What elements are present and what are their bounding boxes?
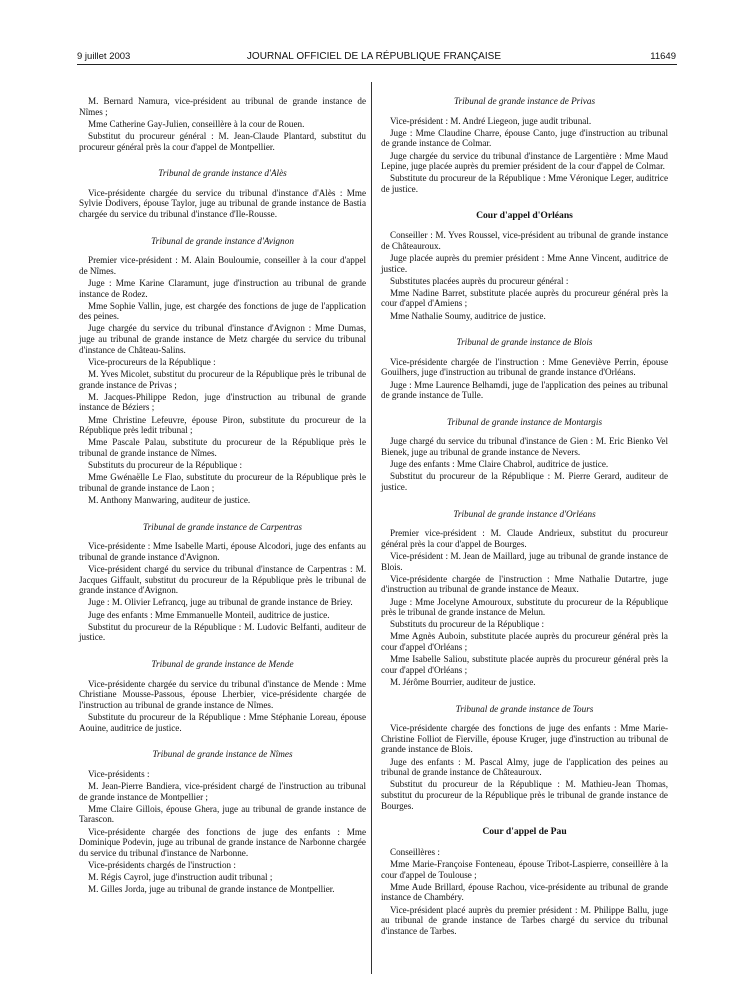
paragraph: Mme Gwénaëlle Le Flao, substitute du procureur de la République près le tribunal de grande instance de Laon ; bbox=[79, 472, 366, 493]
paragraph: Mme Nathalie Soumy, auditrice de justice. bbox=[390, 310, 546, 321]
paragraph: Mme Sophie Vallin, juge, est chargée des fonctions de juge de l'application des peines. bbox=[79, 300, 366, 322]
paragraph: Premier vice-président : M. Alain Bouloumie, conseiller à la cour d'appel de Nîmes. bbox=[79, 255, 366, 276]
paragraph: Vice-procureurs de la République : bbox=[88, 356, 216, 367]
paragraph: Mme Pascale Palau, substitute du procureur de la République près le tribunal de grande instance de Nîmes. bbox=[79, 437, 366, 458]
paragraph: Vice-président : M. Jean de Maillard, juge au tribunal de grande instance de Blois. bbox=[381, 550, 668, 572]
section-heading: Tribunal de grande instance de Montargis bbox=[446, 416, 603, 427]
section-heading: Tribunal de grande instance de Tours bbox=[455, 703, 594, 714]
paragraph: Premier vice-président : M. Claude Andrieux, substitut du procureur général près la cour d'appel de Bourges. bbox=[381, 528, 668, 549]
paragraph: M. Régis Cayrol, juge d'instruction audit tribunal ; bbox=[88, 872, 273, 883]
paragraph: Juge : Mme Claudine Charre, épouse Canto, juge d'instruction au tribunal de grande instance de Colmar. bbox=[381, 127, 668, 149]
section-heading: Tribunal de grande instance d'Orléans bbox=[453, 508, 596, 519]
paragraph: M. Yves Micolet, substitut du procureur de la République près le tribunal de grande instance de Privas ; bbox=[79, 369, 366, 390]
paragraph: Mme Isabelle Saliou, substitute placée auprès du procureur général près la cour d'appel d'Orléans ; bbox=[381, 654, 668, 675]
paragraph: Vice-président : M. André Liegeon, juge audit tribunal. bbox=[390, 115, 592, 126]
paragraph: Mme Marie-Françoise Fonteneau, épouse Tribot-Laspierre, conseillère à la cour d'appel de Toulouse ; bbox=[381, 858, 668, 880]
column-divider bbox=[371, 82, 372, 974]
section-tribunal-de-grande-instance-de-montargis bbox=[381, 417, 668, 493]
paragraph: Conseillères : bbox=[390, 846, 440, 857]
paragraph: Substitut du procureur de la République : M. Ludovic Belfanti, auditeur de justice. bbox=[79, 621, 366, 643]
paragraph: Mme Christine Lefeuvre, épouse Piron, substitute du procureur de la République près ledit tribunal ; bbox=[79, 414, 366, 436]
paragraph: Juge des enfants : Mme Emmanuelle Monteil, auditrice de justice. bbox=[88, 609, 330, 620]
paragraph: Juge chargée du service du tribunal d'instance de Largentière : Mme Maud Lepine, juge placée auprès du premier président de la cour d'appel de Colmar. bbox=[381, 150, 668, 172]
paragraph: Substituts du procureur de la République : bbox=[88, 460, 243, 471]
section-heading: Cour d'appel de Pau bbox=[482, 826, 567, 838]
paragraph: Substitute du procureur de la République : Mme Stéphanie Loreau, épouse Aouine, auditrice de justice. bbox=[79, 712, 366, 733]
paragraph: Vice-présidente chargée des fonctions de juge des enfants : Mme Marie-Christine Folliot de Fierville, épouse Kruger, juge d'instruction au tribunal de grande instance de Blois. bbox=[381, 723, 668, 755]
paragraph: Vice-président placé auprès du premier président : M. Philippe Ballu, juge au tribunal de grande instance de Tarbes chargé du service du tribunal d'instance de Tarbes. bbox=[381, 904, 668, 936]
paragraph: Juge chargée du service du tribunal d'instance d'Avignon : Mme Dumas, juge au tribunal de grande instance de Metz chargée du service du tribunal d'instance de Château-Salins. bbox=[79, 323, 366, 355]
paragraph: Substitut du procureur de la République : M. Mathieu-Jean Thomas, substitut du procureur de la République près le tribunal de grande instance de Bourges. bbox=[381, 779, 668, 811]
page-header bbox=[0, 0, 748, 64]
section-tribunal-de-grande-instance-de-mende bbox=[79, 659, 366, 733]
section-tribunal-de-grande-instance-de-privas bbox=[381, 96, 668, 195]
paragraph: Substitut du procureur de la République : M. Pierre Gerard, auditeur de justice. bbox=[381, 471, 668, 492]
left-column bbox=[79, 96, 366, 911]
header-title: JOURNAL OFFICIEL DE LA RÉPUBLIQUE FRANÇAISE bbox=[246, 51, 502, 62]
paragraph: Juge des enfants : Mme Claire Chabrol, auditrice de justice. bbox=[390, 459, 609, 470]
paragraph: Vice-président chargé du service du tribunal d'instance de Carpentras : M. Jacques Giffault, substitut du procureur de la République près le tribunal de grande instance d'Avignon. bbox=[79, 564, 366, 596]
right-column bbox=[381, 96, 668, 952]
header-date: 9 juillet 2003 bbox=[77, 51, 131, 62]
paragraph: M. Jérôme Bourrier, auditeur de justice. bbox=[390, 677, 536, 688]
section-tribunal-de-grande-instance-de-tours bbox=[381, 704, 668, 812]
section-heading: Cour d'appel d'Orléans bbox=[476, 209, 573, 221]
paragraph: Vice-présidente chargée de l'instruction : Mme Nathalie Dutartre, juge d'instruction au tribunal de grande instance de Meaux. bbox=[381, 573, 668, 595]
section-cour-d-appel-d-orleans bbox=[381, 211, 668, 322]
paragraph: M. Jacques-Philippe Redon, juge d'instruction au tribunal de grande instance de Béziers ; bbox=[79, 391, 366, 413]
paragraph: Mme Nadine Barret, substitute placée auprès du procureur général près la cour d'appel d'Amiens ; bbox=[381, 287, 668, 309]
paragraph: M. Jean-Pierre Bandiera, vice-président chargé de l'instruction au tribunal de grande instance de Montpellier ; bbox=[79, 780, 366, 802]
paragraph: Substituts du procureur de la République : bbox=[390, 619, 545, 630]
section-tribunal-de-grande-instance-de-nimes bbox=[79, 749, 366, 895]
section-tribunal-de-grande-instance-d-orleans bbox=[381, 509, 668, 688]
paragraph: Vice-présidente chargée du service du tribunal d'instance d'Alès : Mme Sylvie Dodivers, épouse Taylor, juge au tribunal de grande instance de Bastia chargée du service du tribunal d'instance d'Ile-Rousse. bbox=[79, 187, 366, 219]
paragraph: Mme Aude Brillard, épouse Rachou, vice-présidente au tribunal de grande instance de Chambéry. bbox=[381, 881, 668, 903]
section-heading: Tribunal de grande instance de Mende bbox=[151, 659, 294, 670]
section-tribunal-de-grande-instance-d-avignon bbox=[79, 236, 366, 506]
section-heading: Tribunal de grande instance d'Avignon bbox=[151, 235, 294, 246]
paragraph: Mme Claire Gillois, épouse Ghera, juge au tribunal de grande instance de Tarascon. bbox=[79, 803, 366, 825]
paragraph: Juge : Mme Karine Claramunt, juge d'instruction au tribunal de grande instance de Rodez. bbox=[79, 277, 366, 299]
paragraph: Vice-présidente chargée des fonctions de juge des enfants : Mme Dominique Podevin, juge au tribunal de grande instance de Narbonne chargée du service du tribunal d'instance de Narbonne. bbox=[79, 826, 366, 858]
header-page-number: 11649 bbox=[650, 51, 676, 62]
paragraph: Vice-présidente chargée du service du tribunal d'instance de Mende : Mme Christiane Mousse-Passous, épouse Lherbier, vice-présidente chargée de l'instruction au tribunal de grande instance de Nîmes. bbox=[79, 678, 366, 710]
section-heading: Tribunal de grande instance de Privas bbox=[453, 96, 596, 106]
section-tribunal-de-grande-instance-d-ales bbox=[79, 168, 366, 219]
section-heading: Tribunal de grande instance d'Alès bbox=[158, 168, 287, 179]
section-tribunal-de-grande-instance-de-carpentras bbox=[79, 522, 366, 643]
paragraph: Substitutes placées auprès du procureur général : bbox=[390, 275, 569, 286]
section-heading: Tribunal de grande instance de Blois bbox=[456, 337, 593, 348]
paragraph: Juge : M. Olivier Lefrancq, juge au tribunal de grande instance de Briey. bbox=[88, 597, 353, 608]
section-tribunal-de-grande-instance-de-blois bbox=[381, 337, 668, 401]
paragraph: M. Bernard Namura, vice-président au tribunal de grande instance de Nîmes ; bbox=[79, 96, 366, 117]
paragraph: Substitute du procureur de la République : Mme Véronique Leger, auditrice de justice. bbox=[381, 173, 668, 194]
paragraph: Conseiller : M. Yves Roussel, vice-président au tribunal de grande instance de Châteauroux. bbox=[381, 230, 668, 251]
section-intro bbox=[79, 96, 366, 152]
paragraph: M. Anthony Manwaring, auditeur de justice. bbox=[88, 495, 251, 506]
paragraph: Juge chargé du service du tribunal d'instance de Gien : M. Eric Bienko Vel Bienek, juge au tribunal de grande instance de Nevers. bbox=[381, 436, 668, 457]
paragraph: Vice-présidente chargée de l'instruction : Mme Geneviève Perrin, épouse Gouilhers, juge d'instruction au tribunal de grande instance d'Orléans. bbox=[381, 356, 668, 378]
paragraph: Juge : Mme Jocelyne Amouroux, substitute du procureur de la République près le tribunal de grande instance de Melun. bbox=[381, 596, 668, 618]
paragraph: Substitut du procureur général : M. Jean-Claude Plantard, substitut du procureur général près la cour d'appel de Montpellier. bbox=[79, 130, 366, 152]
paragraph: Mme Catherine Gay-Julien, conseillère à la cour de Rouen. bbox=[88, 118, 305, 129]
paragraph: Vice-présidents : bbox=[88, 768, 150, 779]
paragraph: Juge placée auprès du premier président : Mme Anne Vincent, auditrice de justice. bbox=[381, 252, 668, 274]
section-heading: Tribunal de grande instance de Nîmes bbox=[152, 749, 293, 760]
section-heading: Tribunal de grande instance de Carpentras bbox=[143, 521, 302, 532]
header-rule bbox=[77, 64, 677, 65]
paragraph: Juge des enfants : M. Pascal Almy, juge de l'application des peines au tribunal de grande instance de Châteauroux. bbox=[381, 756, 668, 778]
paragraph: M. Gilles Jorda, juge au tribunal de grande instance de Montpellier. bbox=[88, 884, 335, 895]
paragraph: Vice-présidents chargés de l'instruction : bbox=[88, 859, 236, 870]
section-cour-d-appel-de-pau bbox=[381, 827, 668, 936]
paragraph: Juge : Mme Laurence Belhamdi, juge de l'application des peines au tribunal de grande instance de Tulle. bbox=[381, 379, 668, 401]
paragraph: Mme Agnès Auboin, substitute placée auprès du procureur général près la cour d'appel d'Orléans ; bbox=[381, 631, 668, 653]
paragraph: Vice-présidente : Mme Isabelle Marti, épouse Alcodori, juge des enfants au tribunal de grande instance d'Avignon. bbox=[79, 541, 366, 562]
